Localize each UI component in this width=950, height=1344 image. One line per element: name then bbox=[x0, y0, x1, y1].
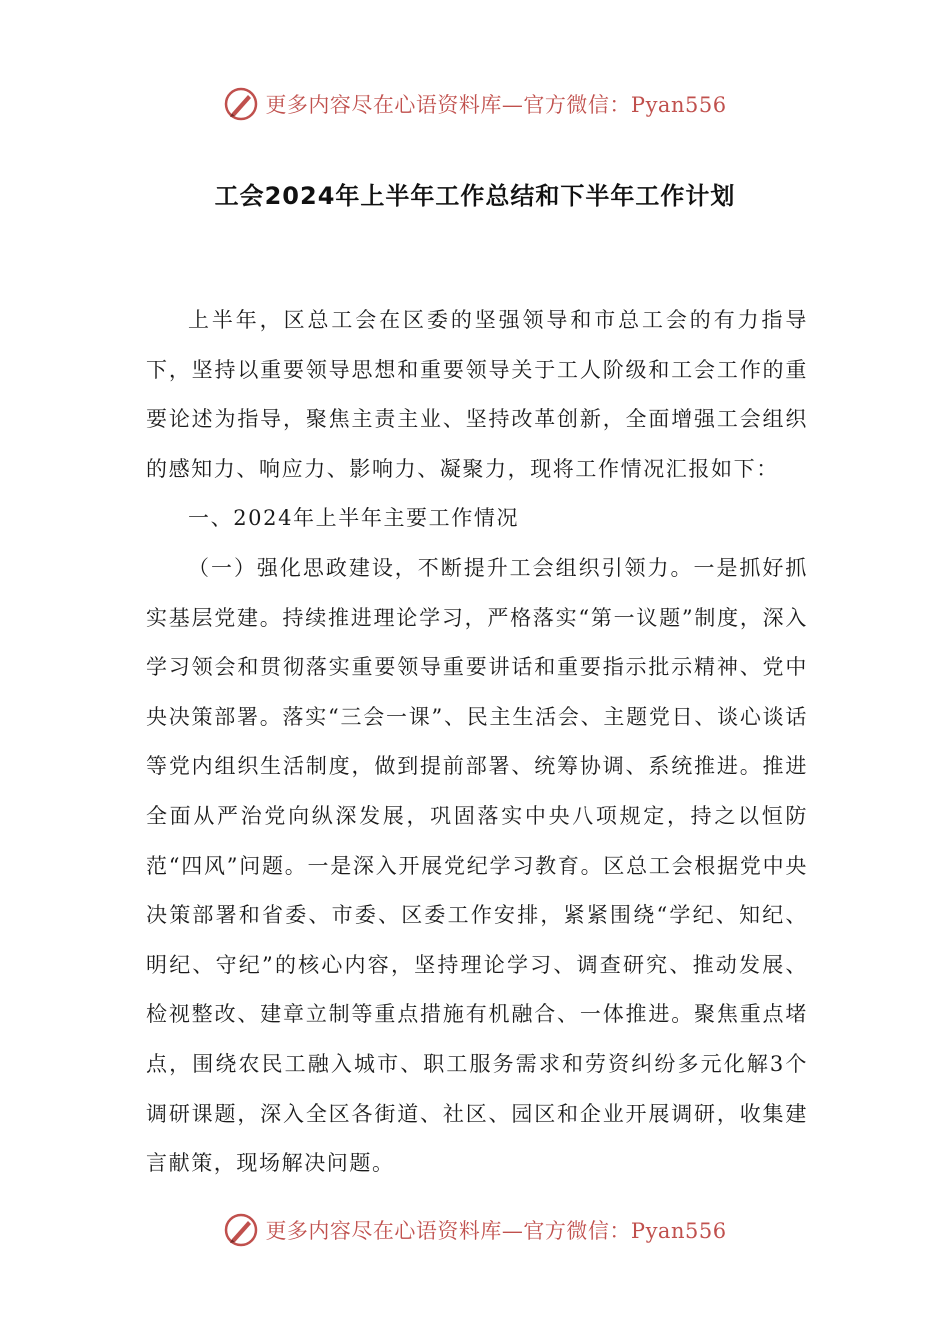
section-heading: 一、2024年上半年主要工作情况 bbox=[188, 506, 520, 531]
watermark-banner-bottom bbox=[0, 1208, 950, 1252]
watermark-banner-top bbox=[0, 82, 950, 126]
paragraph-intro: 上半年，区总工会在区委的坚强领导和市总工会的有力指导下，坚持以重要领导思想和重要领导关于工人阶级和工会工作的重要论述为指导，聚焦主责主业、坚持改革创新，全面增强工会组织的感知力、响应力、影响力、凝聚力，现将工作情况汇报如下： bbox=[146, 308, 808, 481]
pen-logo-icon bbox=[223, 1212, 259, 1248]
document-body bbox=[146, 296, 808, 1189]
pen-logo-icon bbox=[223, 86, 259, 122]
watermark-text: 更多内容尽在心语资料库—官方微信：Pyan556 bbox=[265, 1219, 727, 1243]
paragraph-section-1: （一）强化思政建设，不断提升工会组织引领力。一是抓好抓实基层党建。持续推进理论学习，严格落实“第一议题”制度，深入学习领会和贯彻落实重要领导重要讲话和重要指示批示精神、党中央决策部署。落实“三会一课”、民主生活会、主题党日、谈心谈话等党内组织生活制度，做到提前部署、统筹协调、系统推进。推进全面从严治党向纵深发展，巩固落实中央八项规定，持之以恒防范“四风”问题。一是深入开展党纪学习教育。区总工会根据党中央决策部署和省委、市委、区委工作安排，紧紧围绕“学纪、知纪、明纪、守纪”的核心内容，坚持理论学习、调查研究、推动发展、检视整改、建章立制等重点措施有机融合、一体推进。聚焦重点堵点，围绕农民工融入城市、职工服务需求和劳资纠纷多元化解3个调研课题，深入全区各街道、社区、园区和企业开展调研，收集建言献策，现场解决问题。 bbox=[146, 555, 808, 1176]
document-title: 工会2024年上半年工作总结和下半年工作计划 bbox=[214, 182, 736, 210]
watermark-text: 更多内容尽在心语资料库—官方微信：Pyan556 bbox=[265, 93, 727, 117]
